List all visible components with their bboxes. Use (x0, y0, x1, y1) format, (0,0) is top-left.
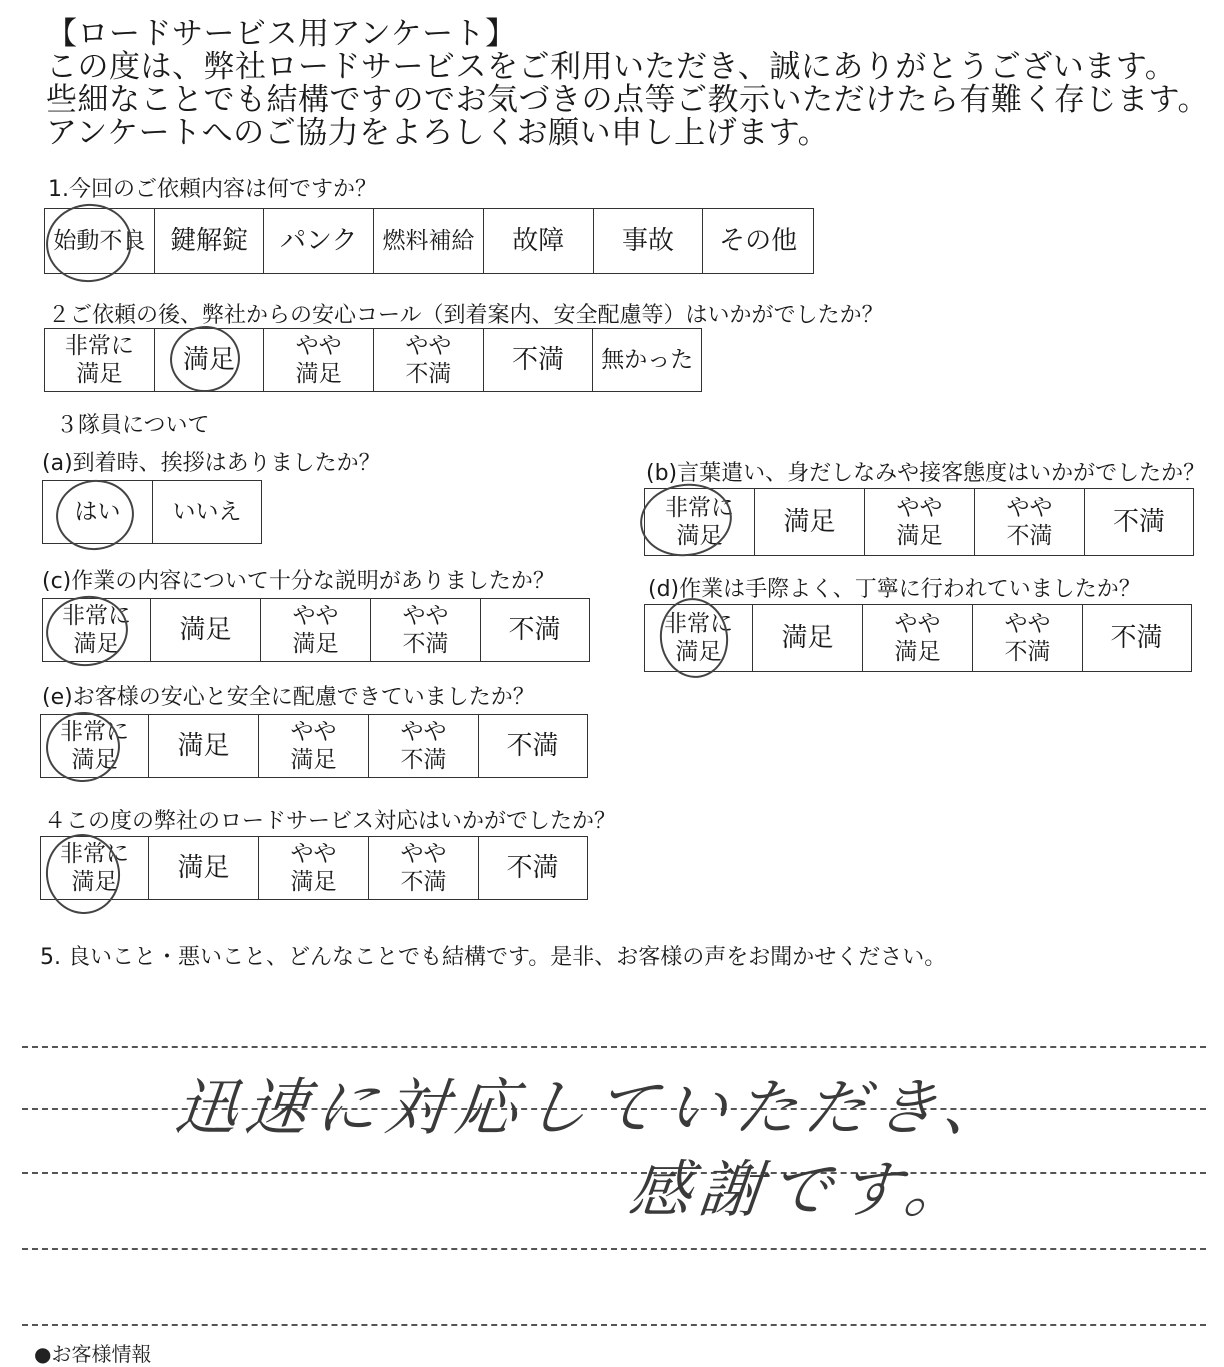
intro-line-2: 些細なことでも結構ですのでお気づきの点等ご教示いただけたら有難く存じます。 (46, 82, 1210, 118)
q3c-option[interactable]: 不満 (508, 614, 561, 645)
q3d-label: (d)作業は手際よく、丁寧に行われていましたか？ (648, 577, 1141, 602)
q2-option[interactable]: 無かった (601, 347, 694, 373)
q5-label: 5. 良いこと・悪いこと、どんなことでも結構です。是非、お客様の声をお聞かせください。 (40, 945, 947, 970)
q2-option[interactable]: やや 満足 (264, 329, 374, 391)
q1-options (44, 208, 814, 274)
answer-line (22, 1324, 1206, 1326)
q3e-option[interactable]: 非常に 満足 (41, 715, 149, 777)
q3c-option[interactable]: やや 不満 (371, 599, 481, 661)
q4-option[interactable]: やや 不満 (369, 837, 479, 899)
q3e-option[interactable]: 満足 (149, 715, 259, 777)
q2-options (44, 328, 702, 392)
q1-option[interactable]: 故障 (484, 209, 594, 273)
q3b-option[interactable]: 非常に 満足 (645, 489, 755, 555)
q4-option[interactable]: 満足 (149, 837, 259, 899)
q3c-label: (c)作業の内容について十分な説明がありましたか？ (42, 569, 555, 594)
q3e-label: (e)お客様の安心と安全に配慮できていましたか？ (42, 685, 535, 710)
q3c-option[interactable]: やや 満足 (261, 599, 371, 661)
q2-option[interactable]: 不満 (484, 329, 594, 391)
q4-label: ４この度の弊社のロードサービス対応はいかがでしたか？ (44, 809, 617, 834)
q1-option[interactable]: その他 (719, 225, 798, 256)
q4-option[interactable]: 非常に 満足 (41, 837, 149, 899)
q3b-option[interactable]: 満足 (755, 489, 865, 555)
q3d-option[interactable]: やや 不満 (973, 605, 1083, 671)
handwritten-answer-line-2[interactable]: 感謝です。 (625, 1153, 979, 1226)
intro-line-3: アンケートへのご協力をよろしくお願い申し上げます。 (46, 115, 830, 151)
q3c-option[interactable]: 非常に 満足 (43, 599, 151, 661)
q1-label: 1.今回のご依頼内容は何ですか？ (48, 177, 377, 202)
q2-label: ２ご依頼の後、弊社からの安心コール（到着案内、安全配慮等）はいかがでしたか？ (48, 303, 884, 328)
q3-label: ３隊員について (56, 413, 210, 438)
intro-block (46, 18, 1209, 150)
q3e-option[interactable]: 不満 (506, 730, 559, 761)
intro-line-1: この度は、弊社ロードサービスをご利用いただき、誠にありがとうございます。 (46, 49, 1177, 85)
survey-title: 【ロードサービス用アンケート】 (46, 16, 517, 52)
q3e-option[interactable]: やや 不満 (369, 715, 479, 777)
q4-options (40, 836, 588, 900)
q1-option[interactable]: パンク (264, 209, 374, 273)
q1-option[interactable]: 鍵解錠 (155, 209, 265, 273)
q3d-option[interactable]: 非常に 満足 (645, 605, 753, 671)
q3a-label: (a)到着時、挨拶はありましたか？ (42, 451, 381, 476)
q2-option[interactable]: やや 不満 (374, 329, 484, 391)
q3a-option[interactable]: はい (43, 481, 153, 543)
answer-line (22, 1248, 1206, 1250)
customer-info-heading: ●お客様情報 (34, 1342, 152, 1366)
q2-option[interactable]: 非常に 満足 (45, 329, 155, 391)
answer-line (22, 1046, 1206, 1048)
handwritten-answer-line-1[interactable]: 迅速に対応していただき、 (171, 1071, 1017, 1144)
q3b-label: (b)言葉遣い、身だしなみや接客態度はいかがでしたか？ (646, 461, 1206, 486)
q4-option[interactable]: 不満 (506, 852, 559, 883)
q1-option[interactable]: 燃料補給 (374, 209, 484, 273)
q3b-option[interactable]: やや 不満 (975, 489, 1085, 555)
q1-option[interactable]: 始動不良 (45, 209, 155, 273)
q3b-option[interactable]: やや 満足 (865, 489, 975, 555)
q2-option[interactable]: 満足 (155, 329, 265, 391)
q3c-option[interactable]: 満足 (151, 599, 261, 661)
q3d-option[interactable]: やや 満足 (863, 605, 973, 671)
q1-option[interactable]: 事故 (594, 209, 704, 273)
q3b-option[interactable]: 不満 (1112, 506, 1165, 537)
q3e-option[interactable]: やや 満足 (259, 715, 369, 777)
q3e-options (40, 714, 588, 778)
q4-option[interactable]: やや 満足 (259, 837, 369, 899)
q3d-option[interactable]: 満足 (753, 605, 863, 671)
answer-line (22, 1172, 1206, 1174)
q3a-option[interactable]: いいえ (172, 499, 242, 525)
q3d-option[interactable]: 不満 (1110, 622, 1163, 653)
